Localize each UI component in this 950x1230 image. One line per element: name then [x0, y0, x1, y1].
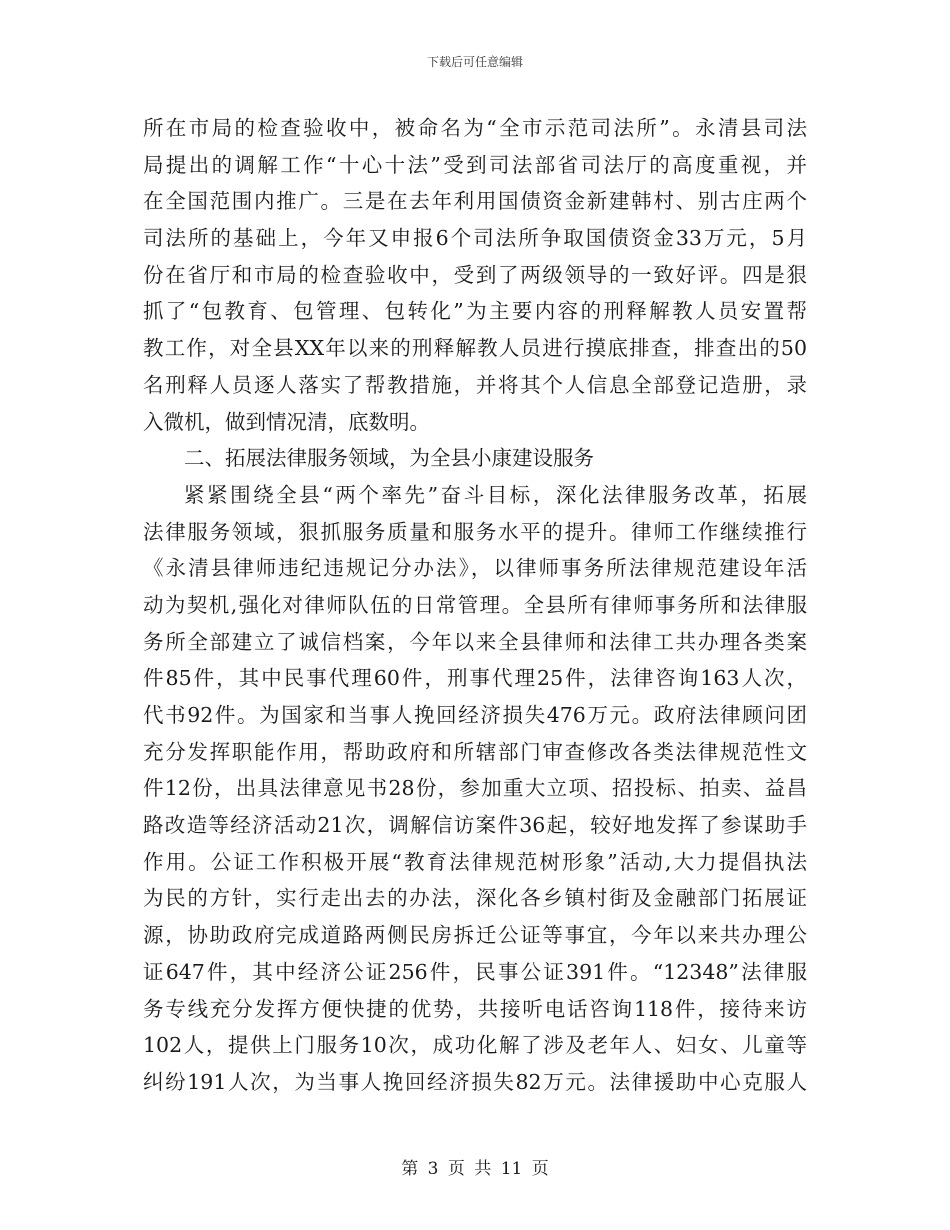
text-line: 法律服务领域，狠抓服务质量和服务水平的提升。律师工作继续推行 [143, 519, 807, 544]
text-line: 纠纷191人次，为当事人挽回经济损失82万元。法律援助中心克服人 [143, 1069, 807, 1094]
header-note: 下载后可任意编辑 [426, 55, 523, 69]
text-line: 动为契机,强化对律师队伍的日常管理。全县所有律师事务所和法律服 [143, 592, 807, 617]
text-line: 抓了“包教育、包管理、包转化”为主要内容的刑释解教人员安置帮 [143, 299, 807, 324]
text-line: 在全国范围内推广。三是在去年利用国债资金新建韩村、别古庄两个 [143, 189, 807, 214]
page-number: 第 3 页 共 11 页 [401, 1159, 549, 1179]
text-line: 务所全部建立了诚信档案，今年以来全县律师和法律工共办理各类案 [143, 629, 807, 654]
text-line: 证647件，其中经济公证256件，民事公证391件。“12348”法律服 [143, 959, 807, 984]
text-line: 为民的方针，实行走出去的办法，深化各乡镇村街及金融部门拓展证 [143, 886, 807, 911]
text-line: 件12份，出具法律意见书28份，参加重大立项、招投标、拍卖、益昌 [143, 776, 807, 801]
text-line: 102人，提供上门服务10次，成功化解了涉及老年人、妇女、儿童等 [143, 1033, 807, 1058]
text-line: 紧紧围绕全县“两个率先”奋斗目标，深化法律服务改革，拓展 [184, 482, 807, 507]
document-body [143, 110, 807, 1101]
text-line: 《永清县律师违纪违规记分办法》，以律师事务所法律规范建设年活 [143, 556, 807, 581]
text-line: 代书92件。为国家和当事人挽回经济损失476万元。政府法律顾问团 [143, 703, 807, 727]
text-line: 作用。公证工作积极开展“教育法律规范树形象”活动,大力提倡执法 [143, 849, 807, 874]
text-line: 充分发挥职能作用，帮助政府和所辖部门审查修改各类法律规范性文 [143, 739, 807, 764]
text-line: 教工作，对全县XX年以来的刑释解教人员进行摸底排查，排查出的50 [143, 336, 807, 361]
text-line: 入微机，做到情况清，底数明。 [143, 409, 430, 434]
text-line: 源，协助政府完成道路两侧民房拆迁公证等事宜，今年以来共办理公 [143, 923, 807, 948]
text-line: 司法所的基础上，今年又申报6个司法所争取国债资金33万元，5月 [143, 226, 807, 251]
text-line: 名刑释人员逐人落实了帮教措施，并将其个人信息全部登记造册，录 [143, 372, 807, 397]
text-line: 局提出的调解工作“十心十法”受到司法部省司法厅的高度重视，并 [143, 152, 807, 177]
text-line: 务专线充分发挥方便快捷的优势，共接听电话咨询118件，接待来访 [143, 996, 807, 1021]
text-line: 所在市局的检查验收中，被命名为“全市示范司法所”。永清县司法 [143, 116, 807, 140]
text-line: 件85件，其中民事代理60件，刑事代理25件，法律咨询163人次， [143, 666, 807, 691]
text-line: 路改造等经济活动21次，调解信访案件36起，较好地发挥了参谋助手 [143, 813, 807, 838]
text-line: 份在省厅和市局的检查验收中，受到了两级领导的一致好评。四是狠 [143, 262, 807, 287]
section-heading: 二、拓展法律服务领域，为全县小康建设服务 [184, 446, 594, 471]
